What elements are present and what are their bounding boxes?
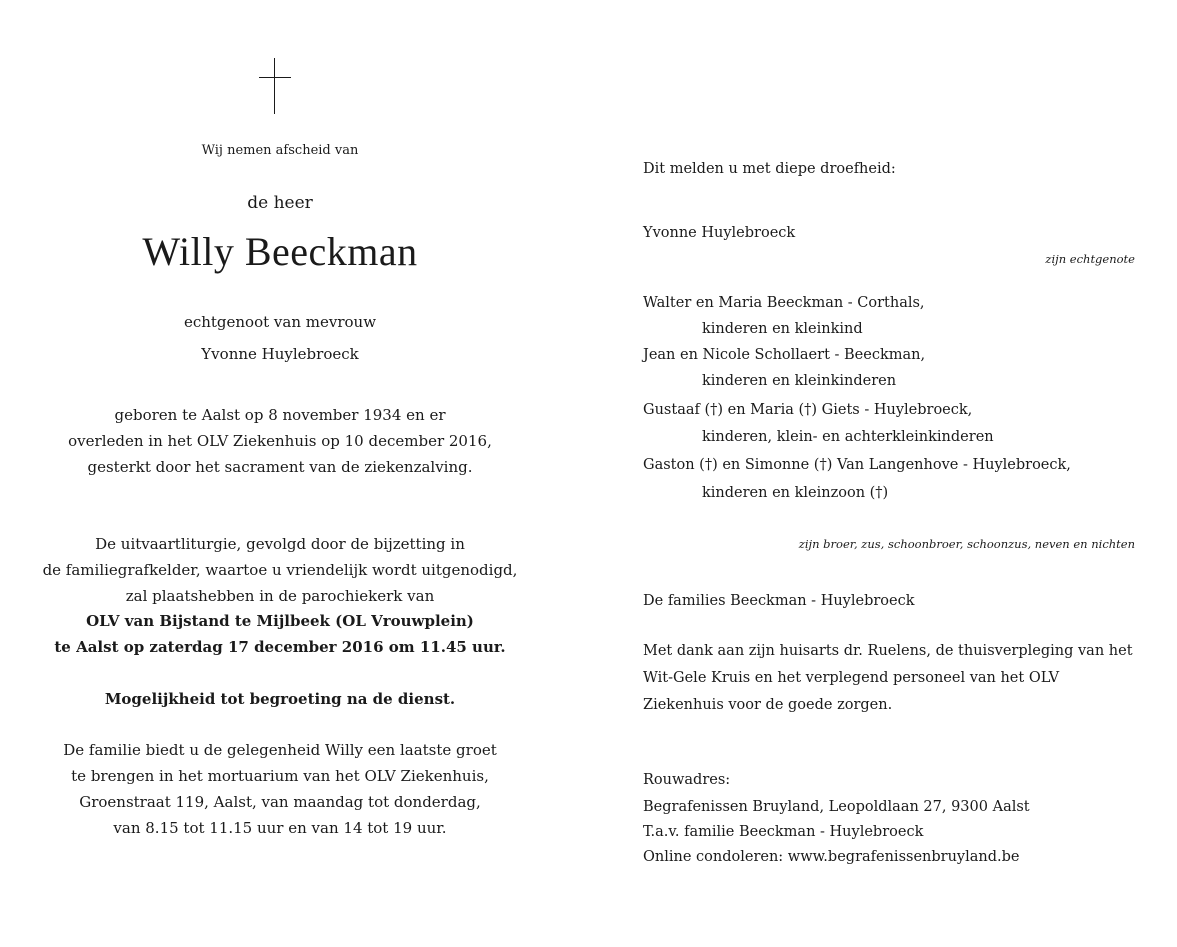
funeral-line: De uitvaartliturgie, gevolgd door de bijzetting in	[95, 535, 465, 553]
family-line: kinderen, klein- en achterkleinkinderen	[702, 429, 994, 445]
address-line: Begrafenissen Bruyland, Leopoldlaan 27, 9300 Aalst	[643, 799, 1030, 815]
birth-line: gesterkt door het sacrament van de ziekenzalving.	[87, 458, 473, 476]
family-line: Jean en Nicole Schollaert - Beeckman,	[643, 347, 926, 363]
address-label: Rouwadres:	[643, 772, 731, 788]
family-role: zijn broer, zus, schoonbroer, schoonzus, neven en nichten	[798, 537, 1135, 551]
thanks-text: Met dank aan zijn huisarts dr. Ruelens, de thuisverpleging van het Wit-Gele Kruis en het verplegend personeel van het OLV Ziekenhuis voor de goede zorgen.	[643, 643, 1133, 713]
visit-line: te brengen in het mortuarium van het OLV Ziekenhuis,	[71, 767, 489, 785]
family-line: Walter en Maria Beeckman - Corthals,	[643, 295, 925, 311]
family-line: kinderen en kleinkind	[702, 321, 863, 337]
condolence-note: Mogelijkheid tot begroeting na de dienst.	[104, 690, 456, 708]
birth-line: geboren te Aalst op 8 november 1934 en er	[114, 406, 446, 424]
widow-name: Yvonne Huylebroeck	[643, 225, 796, 241]
families-line: De families Beeckman - Huylebroeck	[643, 593, 915, 609]
family-line: kinderen en kleinzoon (†)	[702, 485, 889, 501]
family-line: Gaston (†) en Simonne (†) Van Langenhove - Huylebroeck,	[643, 457, 1071, 473]
widow-role: zijn echtgenote	[1045, 252, 1135, 266]
funeral-line: zal plaatshebben in de parochiekerk van	[125, 587, 435, 605]
church-line: te Aalst op zaterdag 17 december 2016 om 11.45 uur.	[54, 638, 506, 656]
deceased-name: Willy Beeckman	[142, 229, 418, 274]
visit-line: Groenstraat 119, Aalst, van maandag tot donderdag,	[79, 793, 481, 811]
visit-line: van 8.15 tot 11.15 uur en van 14 tot 19 uur.	[113, 819, 447, 837]
intro-text: Wij nemen afscheid van	[201, 143, 359, 158]
spouse-name: Yvonne Huylebroeck	[201, 345, 359, 363]
family-line: kinderen en kleinkinderen	[702, 373, 897, 389]
visit-line: De familie biedt u de gelegenheid Willy een laatste groet	[63, 741, 497, 759]
salutation: de heer	[247, 193, 313, 213]
church-line: OLV van Bijstand te Mijlbeek (OL Vrouwplein)	[86, 612, 474, 630]
announcement-intro: Dit melden u met diepe droefheid:	[643, 161, 896, 177]
address-line: T.a.v. familie Beeckman - Huylebroeck	[643, 824, 924, 840]
spouse-label: echtgenoot van mevrouw	[183, 313, 377, 331]
condolence-website: Online condoleren: www.begrafenissenbruyland.be	[643, 849, 1020, 865]
family-line: Gustaaf (†) en Maria (†) Giets - Huylebroeck,	[643, 402, 973, 418]
funeral-line: de familiegrafkelder, waartoe u vriendelijk wordt uitgenodigd,	[42, 561, 518, 579]
cross-icon	[259, 58, 291, 114]
birth-line: overleden in het OLV Ziekenhuis op 10 december 2016,	[68, 432, 492, 450]
